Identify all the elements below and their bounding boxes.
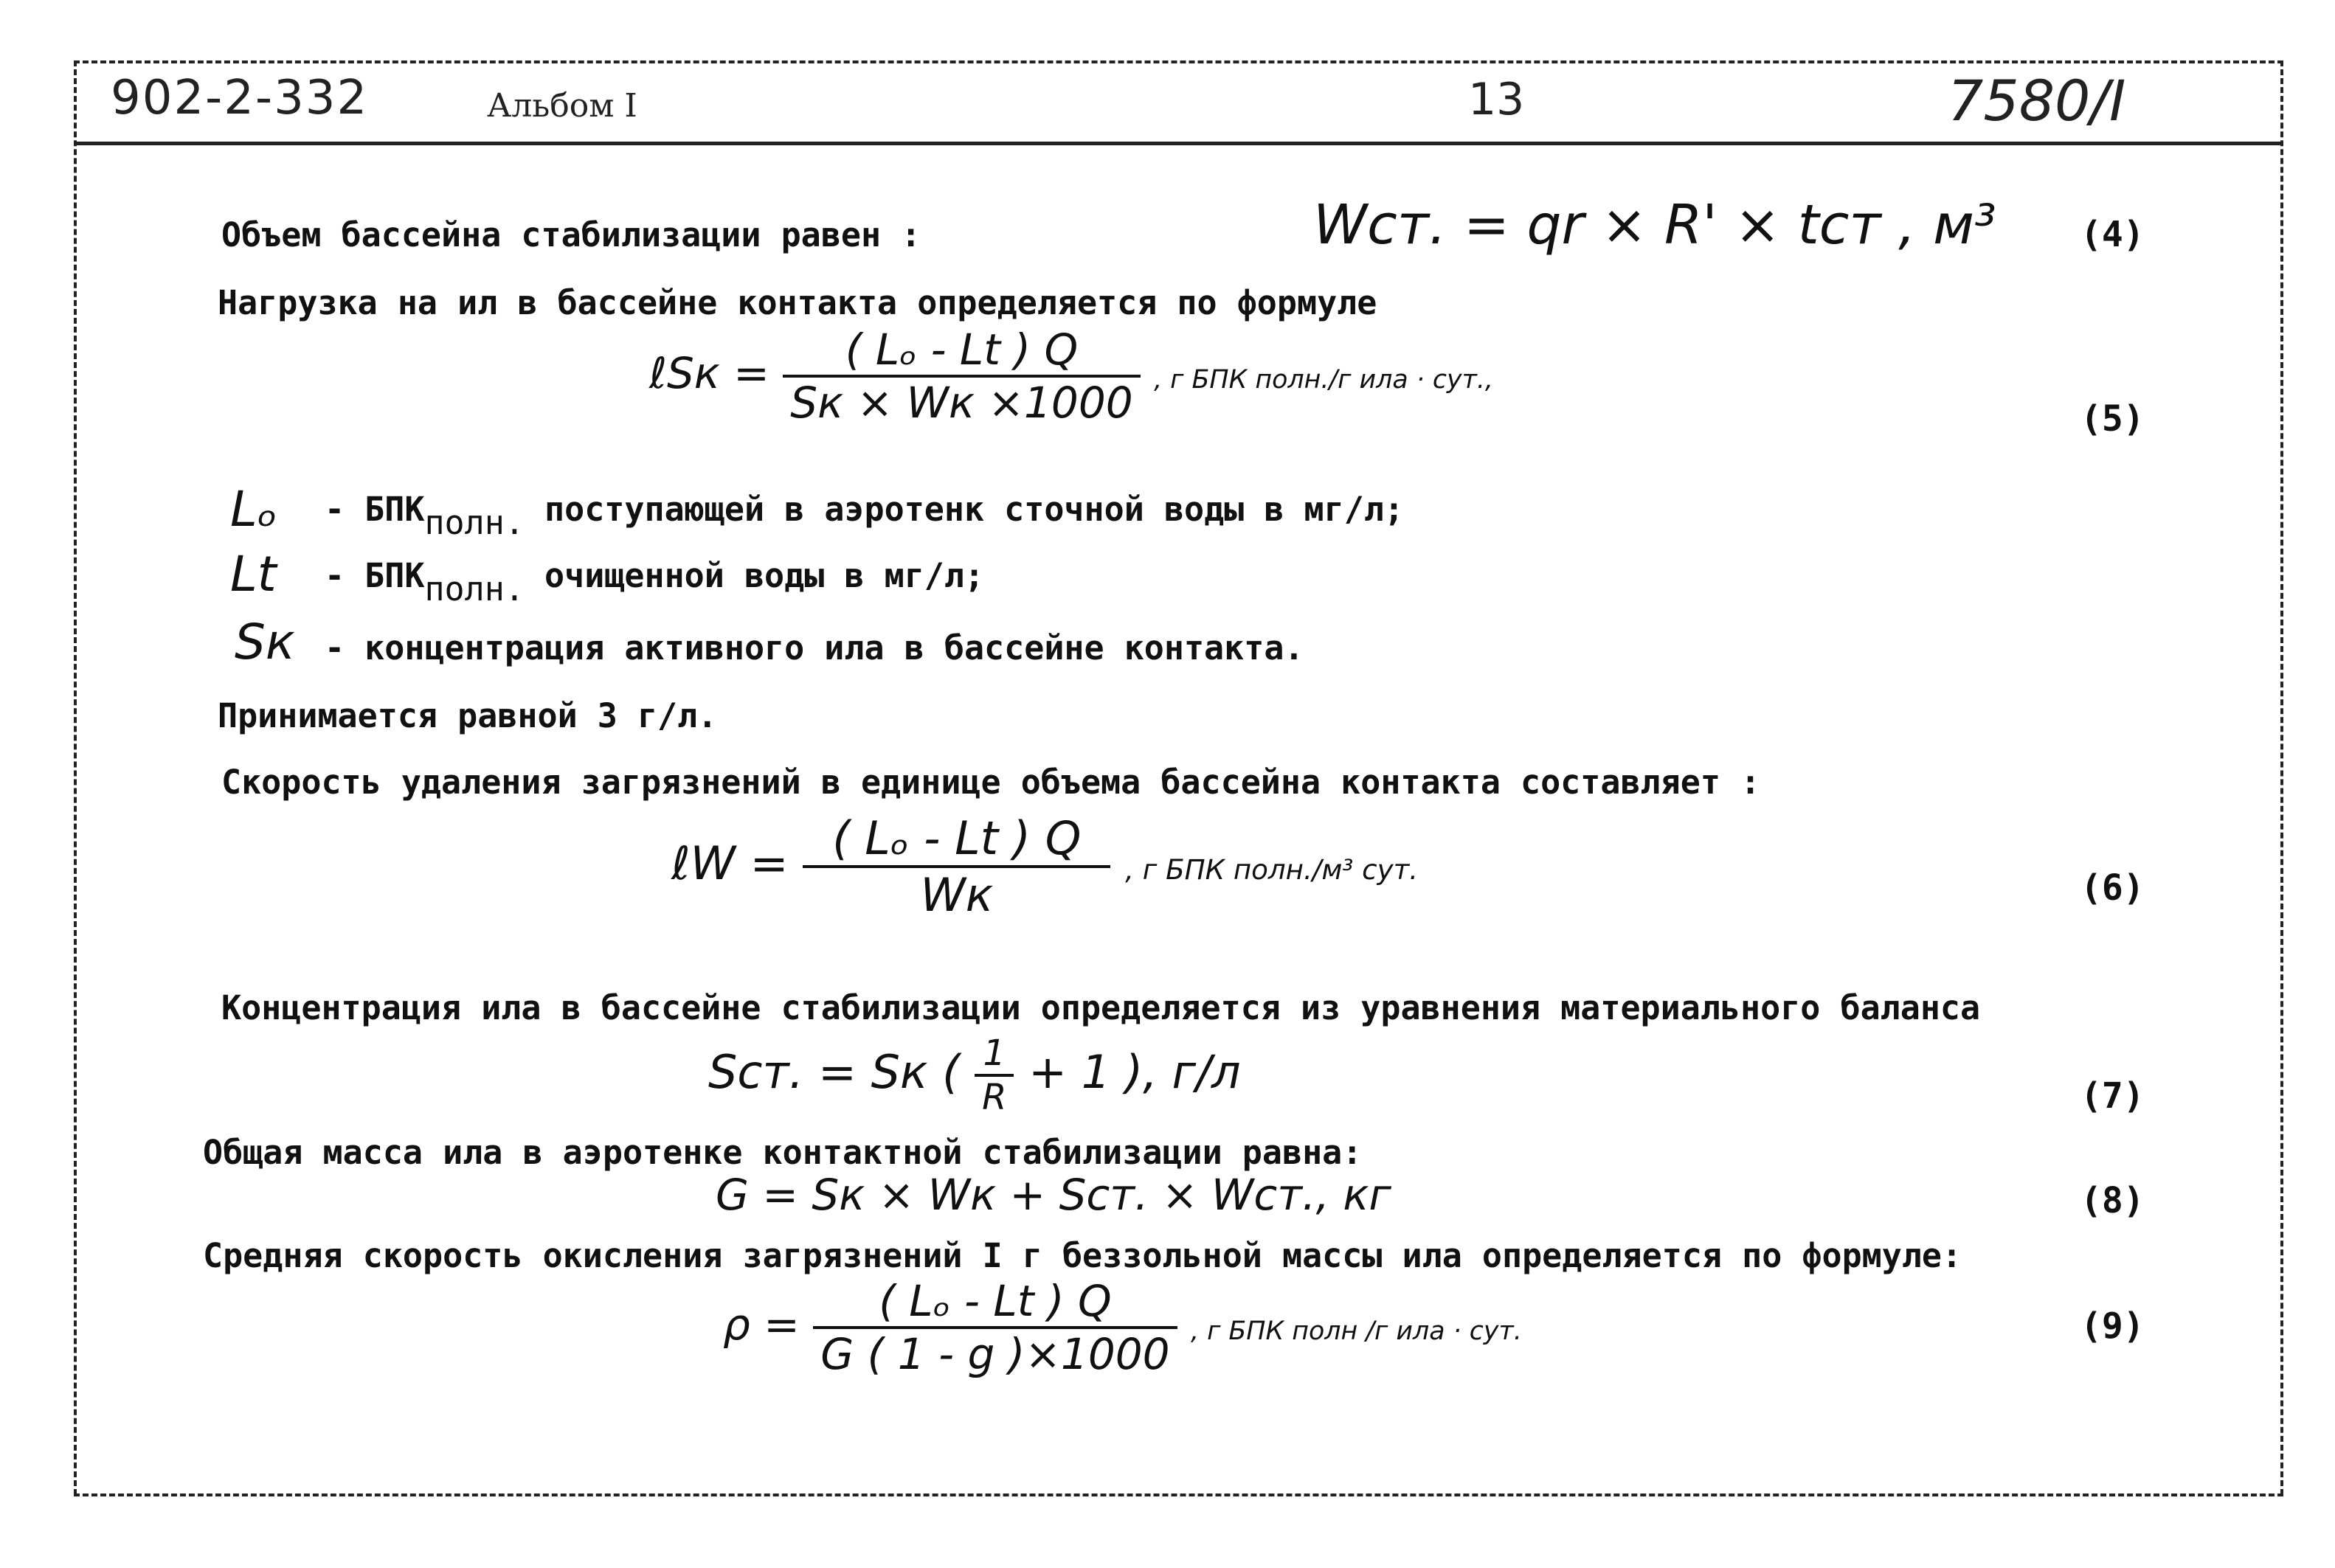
formula-5-fraction — [783, 325, 1140, 428]
formula-9-denominator: G ( 1 - g )×1000 — [820, 1329, 1170, 1379]
album-label: Альбом I — [487, 87, 637, 125]
load-formula-intro: Нагрузка на ил в бассейне контакта определяется по формуле — [218, 283, 1377, 322]
concentration-text: Концентрация ила в бассейне стабилизации определяется из уравнения материального баланса — [221, 988, 1981, 1027]
symbol-sk: Sк — [235, 614, 295, 670]
definition-lo — [325, 490, 1404, 542]
equation-number-6: (6) — [2080, 867, 2145, 909]
formula-9-numerator: ( Lₒ - Lt ) Q — [813, 1276, 1177, 1329]
definition-lt-subscript: полн. — [424, 569, 525, 608]
oxidation-speed-text: Средняя скорость окисления загрязнений I г беззольной массы ила определяется по формуле: — [203, 1236, 1962, 1275]
formula-7-numerator: 1 — [975, 1033, 1014, 1077]
page-number: 13 — [1468, 74, 1525, 125]
formula-5 — [649, 325, 1493, 428]
total-mass-text: Общая масса ила в аэротенке контактной стабилизации равна: — [203, 1133, 1363, 1172]
formula-7 — [708, 1033, 1241, 1118]
equation-number-4: (4) — [2080, 214, 2145, 255]
formula-6-lhs: ℓW = — [671, 836, 789, 891]
frame-top-border — [74, 60, 2283, 63]
formula-8: G = Sк × Wк + Sст. × Wст., кг — [716, 1170, 1391, 1220]
equation-number-8: (8) — [2080, 1180, 2145, 1221]
header-divider — [74, 142, 2283, 145]
formula-7-denominator: R — [982, 1077, 1007, 1118]
definition-lo-subscript: полн. — [424, 503, 525, 542]
formula-9-lhs: ρ = — [723, 1300, 800, 1350]
formula-6-unit: , г БПК полн./м³ сут. — [1125, 853, 1419, 887]
formula-9-unit: , г БПК полн /г ила · сут. — [1190, 1317, 1522, 1347]
formula-9 — [723, 1276, 1522, 1379]
definition-lt-rest: очищенной воды в мг/л; — [544, 556, 985, 595]
formula-4: Wст. = qr × R' × tст , м³ — [1313, 193, 1996, 257]
definition-lo-prefix: - БПК — [325, 490, 425, 529]
sheet-number: 7580/I — [1948, 68, 2126, 133]
formula-6-fraction — [803, 811, 1110, 922]
definition-lt-prefix: - БПК — [325, 556, 425, 595]
equation-number-5: (5) — [2080, 398, 2145, 440]
formula-6 — [671, 811, 1418, 922]
formula-6-numerator: ( Lₒ - Lt ) Q — [803, 811, 1110, 868]
removal-speed-text: Скорость удаления загрязнений в единице объема бассейна контакта составляет : — [221, 763, 1761, 802]
formula-7-fraction — [975, 1033, 1014, 1118]
stabilization-volume-text: Объем бассейна стабилизации равен : — [221, 215, 921, 254]
formula-7-lhs: Sст. = Sк ( — [708, 1045, 961, 1100]
formula-9-fraction — [813, 1276, 1177, 1379]
formula-5-denominator: Sк × Wк ×1000 — [790, 378, 1133, 428]
frame-left-border — [74, 60, 77, 1495]
definition-lo-rest: поступающей в аэротенк сточной воды в мг/л; — [544, 490, 1404, 529]
formula-5-unit: , г БПК полн./г ила · сут., — [1154, 365, 1493, 395]
equation-number-9: (9) — [2080, 1305, 2145, 1347]
document-code: 902-2-332 — [111, 71, 369, 125]
formula-7-rest: + 1 ), г/л — [1028, 1045, 1241, 1100]
symbol-lo: Lₒ — [230, 481, 278, 538]
definition-lt — [325, 556, 984, 608]
formula-5-numerator: ( Lₒ - Lt ) Q — [783, 325, 1140, 378]
formula-6-denominator: Wк — [920, 868, 994, 922]
accepted-value-text: Принимается равной 3 г/л. — [218, 696, 718, 735]
definition-sk: - концентрация активного ила в бассейне контакта. — [325, 628, 1304, 667]
formula-5-lhs: ℓSк = — [649, 348, 769, 399]
frame-right-border — [2280, 60, 2283, 1495]
frame-bottom-border — [74, 1494, 2283, 1496]
symbol-lt: Lt — [230, 546, 277, 603]
equation-number-7: (7) — [2080, 1075, 2145, 1117]
